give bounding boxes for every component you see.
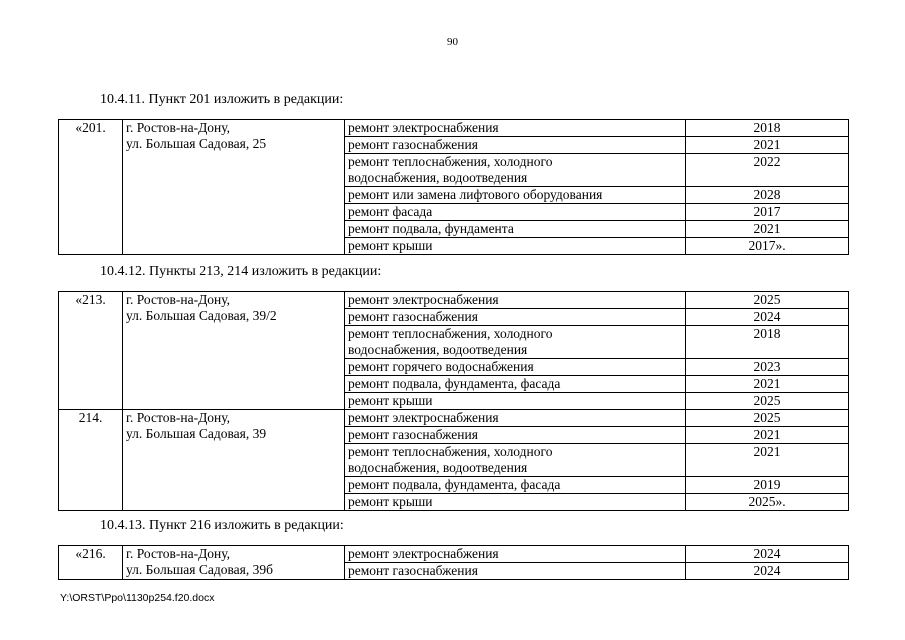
table-row — [59, 120, 849, 137]
work-year: 2017». — [686, 238, 849, 255]
work-type: ремонт подвала, фундамента, фасада — [345, 477, 686, 494]
work-type: ремонт электроснабжения — [345, 120, 686, 137]
work-year: 2023 — [686, 359, 849, 376]
work-type — [345, 444, 686, 477]
table-row — [59, 292, 849, 309]
amendment-table-213-214 — [58, 291, 849, 511]
work-type-line: ремонт теплоснабжения, холодного — [348, 154, 553, 169]
work-year: 2021 — [686, 444, 849, 477]
address-cell — [123, 410, 345, 511]
work-type: ремонт крыши — [345, 494, 686, 511]
work-type: ремонт газоснабжения — [345, 137, 686, 154]
footer-file-path: Y:\ORST\Ppo\1130p254.f20.docx — [60, 592, 215, 604]
work-year: 2024 — [686, 309, 849, 326]
work-type: ремонт горячего водоснабжения — [345, 359, 686, 376]
work-type — [345, 326, 686, 359]
item-number: «213. — [59, 292, 123, 410]
work-year: 2025 — [686, 393, 849, 410]
work-type: ремонт подвала, фундамента — [345, 221, 686, 238]
work-type-line: ремонт теплоснабжения, холодного — [348, 326, 553, 341]
address-city: г. Ростов-на-Дону, — [126, 292, 231, 307]
work-year: 2025 — [686, 410, 849, 427]
work-type — [345, 154, 686, 187]
work-type: ремонт фасада — [345, 204, 686, 221]
work-type: ремонт электроснабжения — [345, 410, 686, 427]
work-year: 2018 — [686, 326, 849, 359]
item-number: «216. — [59, 546, 123, 580]
work-type: ремонт газоснабжения — [345, 309, 686, 326]
work-year: 2021 — [686, 221, 849, 238]
work-year: 2028 — [686, 187, 849, 204]
work-year: 2019 — [686, 477, 849, 494]
address-cell — [123, 546, 345, 580]
work-type: ремонт крыши — [345, 238, 686, 255]
address-street: ул. Большая Садовая, 25 — [126, 136, 267, 151]
work-year: 2021 — [686, 427, 849, 444]
work-type: ремонт или замена лифтового оборудования — [345, 187, 686, 204]
work-type-line: ремонт теплоснабжения, холодного — [348, 444, 553, 459]
work-type: ремонт крыши — [345, 393, 686, 410]
address-cell — [123, 120, 345, 255]
work-type: ремонт газоснабжения — [345, 427, 686, 444]
amendment-table-216 — [58, 545, 849, 580]
work-year: 2024 — [686, 563, 849, 580]
work-type: ремонт электроснабжения — [345, 292, 686, 309]
work-type: ремонт электроснабжения — [345, 546, 686, 563]
work-year: 2017 — [686, 204, 849, 221]
address-street: ул. Большая Садовая, 39/2 — [126, 308, 277, 323]
work-year: 2022 — [686, 154, 849, 187]
work-type-line: водоснабжения, водоотведения — [348, 342, 528, 357]
work-type: ремонт газоснабжения — [345, 563, 686, 580]
address-street: ул. Большая Садовая, 39б — [126, 562, 273, 577]
address-cell — [123, 292, 345, 410]
work-year: 2024 — [686, 546, 849, 563]
table-row — [59, 410, 849, 427]
address-city: г. Ростов-на-Дону, — [126, 120, 231, 135]
work-year: 2025 — [686, 292, 849, 309]
address-city: г. Ростов-на-Дону, — [126, 410, 231, 425]
work-year: 2025». — [686, 494, 849, 511]
work-year: 2021 — [686, 137, 849, 154]
section-heading-10-4-13: 10.4.13. Пункт 216 изложить в редакции: — [100, 518, 344, 533]
table-row — [59, 546, 849, 563]
address-city: г. Ростов-на-Дону, — [126, 546, 231, 561]
work-year: 2021 — [686, 376, 849, 393]
work-year: 2018 — [686, 120, 849, 137]
section-heading-10-4-12: 10.4.12. Пункты 213, 214 изложить в редакции: — [100, 264, 382, 279]
page-number: 90 — [447, 36, 458, 48]
work-type-line: водоснабжения, водоотведения — [348, 460, 528, 475]
work-type-line: водоснабжения, водоотведения — [348, 170, 528, 185]
section-heading-10-4-11: 10.4.11. Пункт 201 изложить в редакции: — [100, 92, 344, 107]
work-type: ремонт подвала, фундамента, фасада — [345, 376, 686, 393]
amendment-table-201 — [58, 119, 849, 255]
item-number: «201. — [59, 120, 123, 255]
item-number: 214. — [59, 410, 123, 511]
address-street: ул. Большая Садовая, 39 — [126, 426, 267, 441]
